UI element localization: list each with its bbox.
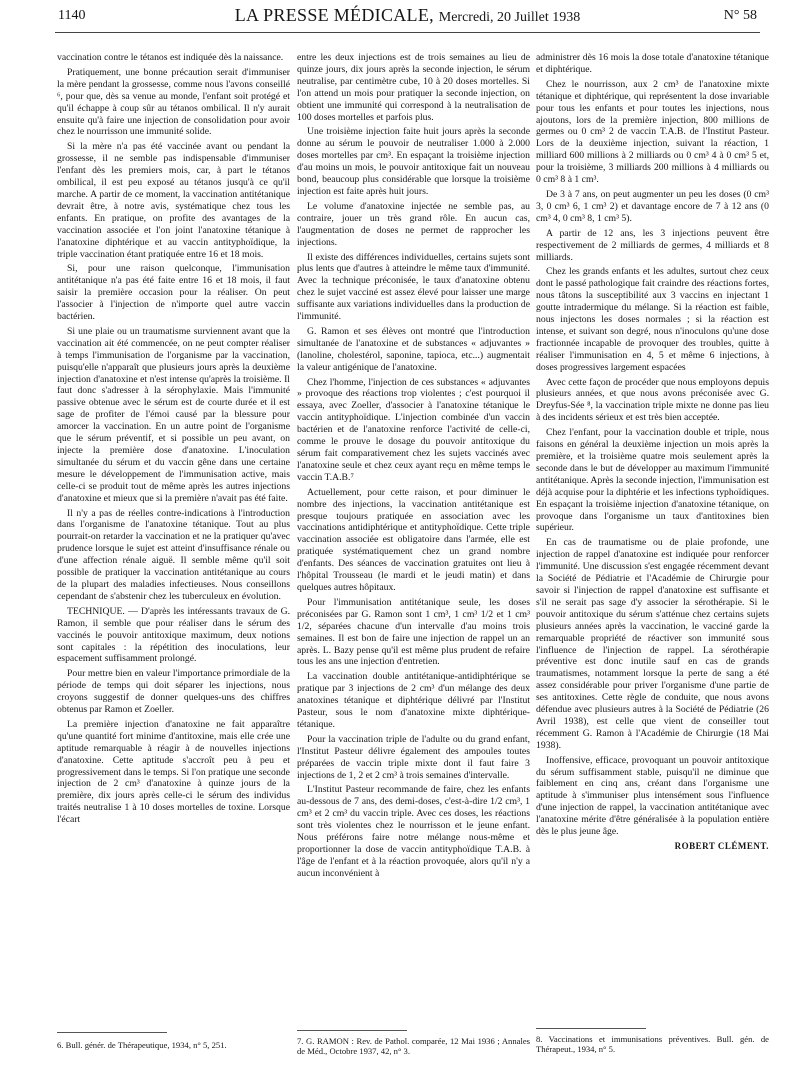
issue-date: Mercredi, 20 Juillet 1938 <box>438 10 581 25</box>
paragraph: Actuellement, pour cette raison, et pour diminuer le nombre des injections, la vaccination antitétanique est presque toujours pratiquée en association avec les vaccinations antidiphtérique et antityphoïdique. Cette triple vaccination associée est obligatoire dans l'armée, elle est pratiquée systématiquement chez un grand nombre d'enfants. Des séances de vaccination gratuites ont lieu à l'hôpital Trousseau (le mardi et le jeudi matin) et dans quelques autres hôpitaux. <box>297 486 530 593</box>
paragraph: En cas de traumatisme ou de plaie profonde, une injection de rappel d'anatoxine est indiquée pour renforcer l'immunité. Une discussion s'est engagée récemment devant la Société de Pédiatrie et l'Académie de Chirurgie pour savoir si l'injection de rappel d'anatoxine est suffisante et s'il ne serait pas sage d'y associer la sérothérapie. Si le pouvoir antitoxique du sérum s'atténue chez certains sujets plusieurs années après la vaccination, le vacciné garde la remarquable propriété de réactiver son immunité sous l'influence de l'injection de rappel. La sérothérapie préventive est donc inutile sauf en cas de grands traumatismes, notamment lorsque la perte de sang a été assez considérable pour priver l'organisme d'une partie de ses antitoxines. Cette règle de conduite, que nous avons défendue avec plusieurs autres à la Société de Pédiatrie (26 Avril 1938), est celle que vient de conseiller tout récemment G. Ramon à l'Académie de Chirurgie (18 Mai 1938). <box>536 537 769 751</box>
paragraph: Si une plaie ou un traumatisme surviennent avant que la vaccination ait été commencée, on ne peut compter réaliser à temps l'immunisation de l'organisme par la vaccination, puisqu'elle n'apparaît que plusieurs jours après la deuxième injection d'anatoxine et n'est intense qu'après la troisième. Il faut donc s'adresser à la sérophylaxie. Mais l'immunité passive obtenue avec le sérum est de courte durée et il est sage de profiter de l'émoi causé par la blessure pour amorcer la vaccination. En un autre point de l'organisme que le sérum préventif, et si possible un peu avant, on injecte la première dose d'anatoxine. L'inoculation simultanée du sérum et du vaccin gêne dans une certaine mesure le développement de l'immunisation active, mais celle-ci se produit tout de même après les autres injections d'anatoxine et mieux que si la première n'avait pas été faite. <box>57 325 290 504</box>
paragraph: Pour la vaccination triple de l'adulte ou du grand enfant, l'Institut Pasteur délivre également des ampoules toutes préparées de vaccin triple mixte dont il faut faire 3 injections de 1, 2 et 2 cm³ à trois semaines d'intervalle. <box>297 733 530 781</box>
issue-number: N° 58 <box>723 8 757 23</box>
paragraph: Pour mettre bien en valeur l'importance primordiale de la période de temps qui doit séparer les injections, nous croyons suggestif de donner quelques-uns des chiffres obtenus par Ramon et Zoeller. <box>57 668 290 716</box>
paragraph: Il existe des différences individuelles, certains sujets sont plus lents que d'autres à atteindre le même taux d'immunité. Avec la technique préconisée, le taux d'anatoxine obtenu chez le sujet vacciné est assez élevé pour laisser une marge suffisante aux variations individuelles dans la production de l'immunité. <box>297 251 530 323</box>
paragraph: vaccination contre le tétanos est indiquée dès la naissance. <box>57 52 284 63</box>
paragraph: De 3 à 7 ans, on peut augmenter un peu les doses (0 cm³ 3, 0 cm³ 6, 1 cm³ 2) et davantage encore de 7 à 12 ans (0 cm³ 4, 0 cm³ 8, 1 cm³ 5). <box>536 188 769 224</box>
paragraph: Le volume d'anatoxine injectée ne semble pas, au contraire, jouer un très grand rôle. En aucun cas, l'augmentation de doses ne permet de rapprocher les injections. <box>297 200 530 248</box>
paragraph: Chez l'homme, l'injection de ces substances « adjuvantes » provoque des réactions trop violentes ; c'est pourquoi il essaya, avec Zoeller, d'associer à l'anatoxine tétanique le vaccin antityphoïdique. L'injection combinée d'un vaccin bactérien et de l'anatoxine renforce l'activité de celle-ci, comme le prouve le dosage du pouvoir antitoxique du sérum fait comparativement chez les sujets vaccinés avec l'anatoxine seule et chez ceux ayant reçu en même temps le vaccin T.A.B.⁷ <box>297 376 530 483</box>
paragraph: administrer dès 16 mois la dose totale d'anatoxine tétanique et diphtérique. <box>536 52 769 75</box>
author-signature: ROBERT CLÉMENT. <box>674 841 769 851</box>
paragraph: Pour l'immunisation antitétanique seule, les doses préconisées par G. Ramon sont 1 cm³, 1 cm³ 1/2 et 1 cm³ 1/2, séparées chacune d'un intervalle d'au moins trois semaines. Il est bon de faire une injection de rappel un an après. L. Bazy pense qu'il est même plus prudent de refaire tous les ans une injection d'entretien. <box>297 596 530 668</box>
page-header <box>55 2 760 33</box>
paragraph: La première injection d'anatoxine ne fait apparaître qu'une quantité fort minime d'antitoxine, mais elle crée une aptitude remarquable à réagir à de nouvelles injections d'anatoxine. Cette aptitude s'accroît peu à peu et progressivement dans le temps. Si l'on pratique une seconde injection de 2 cm³ d'anatoxine à quinze jours de la première, dix jours après celle-ci le sérum des individus traités neutralise 1 à 10 doses mortelles de toxine. Lorsque l'écart <box>57 718 290 826</box>
paragraph: TECHNIQUE. — D'après les intéressants travaux de G. Ramon, il semble que pour réaliser dans le sérum des vaccinés le pouvoir antitoxique maximum, deux notions sont capitales : la répétition des inoculations, leur espacement suffisamment prolongé. <box>57 605 290 665</box>
paragraph: Chez les grands enfants et les adultes, surtout chez ceux dont le passé pathologique fait craindre des réactions fortes, nous tâtons la susceptibilité aux 3 vaccins en injectant 1 goutte intradermique du mélange. Si la réaction est faible, nous injectons les doses normales ; si la réaction est intense, et suivant son degré, nous n'inoculons qu'une dose fractionnée incapable de provoquer des troubles, quitte à réaliser l'immunisation en 4, 5 et même 6 injections, à doses progressives largement espacées <box>536 266 769 373</box>
paragraph: La vaccination double antitétanique-antidiphtérique se pratique par 3 injections de 2 cm³ d'un mélange des deux anatoxines tétanique et diphtérique délivré par l'Institut Pasteur, sous le nom d'anatoxine mixte diphtérique-tétanique. <box>297 671 530 730</box>
footnote-divider <box>57 1032 167 1033</box>
column-3 <box>536 52 769 853</box>
paragraph: Chez l'enfant, pour la vaccination double et triple, nous faisons en général la deuxième injection un mois après la première, et la troisième quatre mois seulement après la seconde dans le but de développer au maximum l'immunité antitétanique. Après la seconde injection, l'immunisation est déjà acquise pour la diphtérie et les infections typhoïdiques. En espaçant la troisième injection d'anatoxine tétanique, on provoque dans l'organisme un taux d'antitoxines bien supérieur. <box>536 427 769 534</box>
paragraph: Pratiquement, une bonne précaution serait d'immuniser la mère pendant la grossesse, comme nous l'avons conseillé ⁶, pour que, dès sa venue au monde, l'enfant soit protégé et qu'il échappe à coup sûr au tétanos ombilical. Il n'y aurait ensuite qu'à faire une injection de consolidation pour avoir chez le nourrisson une immunité solide. <box>57 66 290 138</box>
footnote: 6. Bull. génér. de Thérapeutique, 1934, n° 5, 251. <box>57 1040 227 1050</box>
journal-name: LA PRESSE MÉDICALE, <box>234 5 434 25</box>
paragraph: Chez le nourrisson, aux 2 cm³ de l'anatoxine mixte tétanique et diphtérique, qui représentent la dose invariable pour tous les enfants et pour toutes les injections, nous ajoutons, lors de la première injection, 800 millions de germes ou 0 cm³ 2 de vaccin T.A.B. de l'Institut Pasteur. Lors de la deuxième injection, suivant la réaction, 1 milliard 600 millions à 2 milliards ou 0 cm³ 4 à 0 cm³ 5 et, pour la troisième, 3 milliards 200 millions à 4 milliards ou 0 cm³ 8 à 1 cm³. <box>536 78 769 186</box>
paragraph: Si, pour une raison quelconque, l'immunisation antitétanique n'a pas été faite entre 16 et 18 mois, il faut saisir la première occasion pour la réaliser. On peut l'associer à l'injection de n'importe quel autre vaccin bactérien. <box>57 263 290 323</box>
column-2 <box>297 52 530 883</box>
paragraph: Il n'y a pas de réelles contre-indications à l'introduction dans l'organisme de l'anatoxine tétanique. Tout au plus pourrait-on retarder la vaccination et ne la pratiquer qu'avec prudence lorsque le sujet est atteint d'insuffisance rénale ou d'une affection rénale aiguë. Il semble même qu'il soit possible de pratiquer la vaccination antitétanique au cours de la plupart des maladies infectieuses. Nous conseillons cependant de s'abstenir chez les tuberculeux en évolution. <box>57 507 290 602</box>
paragraph: entre les deux injections est de trois semaines au lieu de quinze jours, dix jours après la seconde injection, le sérum neutralise, par centimètre cube, 10 à 20 doses mortelles. Si l'on attend un mois pour pratiquer la seconde injection, on obtient une immunité qui correspond à la neutralisation de 100 doses mortelles et parfois plus. <box>297 52 530 123</box>
footnote-divider <box>536 1028 646 1029</box>
footnote: 8. Vaccinations et immunisations préventives. Bull. gén. de Thérapeut., 1934, n° 5. <box>536 1034 769 1055</box>
paragraph: Avec cette façon de procéder que nous employons depuis plusieurs années, et que nous avons préconisée avec G. Dreyfus-Sée ⁸, la vaccination triple mixte ne donne pas lieu à des incidents sérieux et est très bien acceptée. <box>536 376 769 424</box>
paragraph: Inoffensive, efficace, provoquant un pouvoir antitoxique du sérum suffisamment stable, puisqu'il ne diminue que faiblement en cinq ans, créant dans l'organisme une aptitude à s'immuniser plus intensément sous l'influence d'une injection de rappel, la vaccination antitétanique avec l'anatoxine mérite d'être généralisée à la population entière dès le plus jeune âge. <box>536 754 769 838</box>
footnote: 7. G. RAMON : Rev. de Pathol. comparée, 12 Mai 1936 ; Annales de Méd., Octobre 1937, 42, n° 3. <box>297 1036 530 1057</box>
column-1 <box>57 52 290 829</box>
paragraph: Si la mère n'a pas été vaccinée avant ou pendant la grossesse, il ne semble pas indispensable d'immuniser l'enfant dès les premiers mois, car, à part le tétanos ombilical, il est peu exposé au tétanos jusqu'à ce qu'il marche. A partir de ce moment, la vaccination antitétanique devrait être, à notre avis, systématique chez tous les enfants. En pratique, on profite des avantages de la vaccination associée et l'on joint l'anatoxine tétanique à l'anatoxine diphtérique et au vaccin antityphoïdique, la triple vaccination étant pratiquée entre 16 et 18 mois. <box>57 141 290 260</box>
paragraph: L'Institut Pasteur recommande de faire, chez les enfants au-dessous de 7 ans, des demi-doses, c'est-à-dire 1/2 cm³, 1 cm³ et 2 cm³ du vaccin triple. Avec ces doses, les réactions sont très violentes chez le nourrisson et le jeune enfant. Nous préférons faire notre mélange nous-même et proportionner la dose de vaccin antityphoïdique T.A.B. à l'âge de l'enfant et à la réaction provoquée, alors qu'il n'y a aucun inconvénient à <box>297 784 530 879</box>
footnote-divider <box>297 1030 407 1031</box>
page-number: 1140 <box>58 8 86 23</box>
journal-title <box>55 5 760 26</box>
paragraph: A partir de 12 ans, les 3 injections peuvent être respectivement de 2 milliards de germes, 4 milliards et 8 milliards. <box>536 227 769 263</box>
paragraph: Une troisième injection faite huit jours après la seconde donne au sérum le pouvoir de neutraliser 1.000 à 2.000 doses mortelles par cm³. En espaçant la troisième injection d'au moins un mois, le pouvoir antitoxique fait un nouveau bond, beaucoup plus considérable que lorsque la troisième injection est faite après huit jours. <box>297 126 530 197</box>
paragraph: G. Ramon et ses élèves ont montré que l'introduction simultanée de l'anatoxine et de substances « adjuvantes » (lanoline, cholestérol, saponine, tapioca, etc...) augmentait la valeur antigénique de l'anatoxine. <box>297 325 530 373</box>
